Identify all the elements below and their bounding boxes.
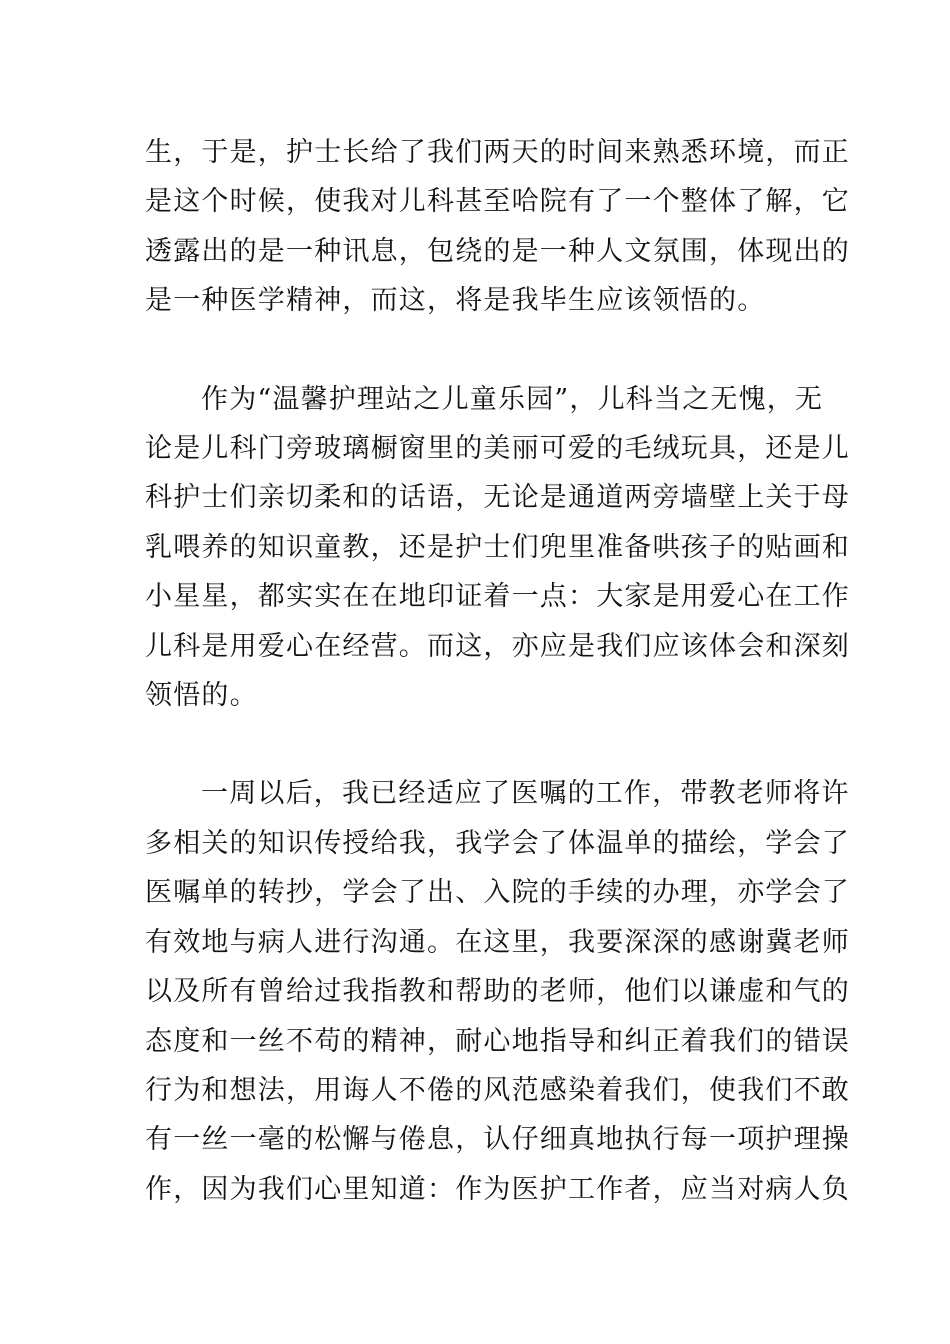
document-body bbox=[145, 128, 850, 1214]
paragraph-3 bbox=[145, 769, 850, 1214]
text-line: 作，因为我们心里知道：作为医护工作者，应当对病人负 bbox=[145, 1173, 850, 1205]
text-line: 态度和一丝不苟的精神，耐心地指导和纠正着我们的错误 bbox=[145, 1025, 850, 1057]
text-line: 一周以后，我已经适应了医嘱的工作，带教老师将许 bbox=[201, 778, 850, 810]
text-line: 领悟的。 bbox=[145, 680, 258, 712]
text-line: 儿科是用爱心在经营。而这，亦应是我们应该体会和深刻 bbox=[145, 630, 850, 662]
text-line: 以及所有曾给过我指教和帮助的老师，他们以谦虚和气的 bbox=[145, 976, 850, 1008]
text-line: 小星星，都实实在在地印证着一点：大家是用爱心在工作 bbox=[145, 581, 850, 613]
paragraph-spacer bbox=[145, 720, 807, 769]
text-line: 是一种医学精神，而这，将是我毕生应该领悟的。 bbox=[145, 285, 766, 317]
text-line: 论是儿科门旁玻璃橱窗里的美丽可爱的毛绒玩具，还是儿 bbox=[145, 433, 850, 465]
text-line: 医嘱单的转抄，学会了出、入院的手续的办理，亦学会了 bbox=[145, 877, 850, 909]
text-line: 有效地与病人进行沟通。在这里，我要深深的感谢冀老师 bbox=[145, 926, 850, 958]
text-line: 科护士们亲切柔和的话语，无论是通道两旁墙壁上关于母 bbox=[145, 482, 850, 514]
text-line: 乳喂养的知识童教，还是护士们兜里准备哄孩子的贴画和 bbox=[145, 531, 850, 563]
text-line: 有一丝一毫的松懈与倦息，认仔细真地执行每一项护理操 bbox=[145, 1124, 850, 1156]
paragraph-1 bbox=[145, 128, 850, 326]
paragraph-2 bbox=[145, 375, 850, 721]
text-line: 作为“温馨护理站之儿童乐园”，儿科当之无愧，无 bbox=[201, 383, 824, 415]
paragraph-spacer bbox=[145, 326, 807, 375]
text-line: 行为和想法，用诲人不倦的风范感染着我们，使我们不敢 bbox=[145, 1074, 850, 1106]
text-line: 多相关的知识传授给我，我学会了体温单的描绘，学会了 bbox=[145, 827, 850, 859]
text-line: 是这个时候，使我对儿科甚至哈院有了一个整体了解，它 bbox=[145, 186, 850, 218]
text-line: 透露出的是一种讯息，包绕的是一种人文氛围，体现出的 bbox=[145, 235, 850, 267]
text-line: 生，于是，护士长给了我们两天的时间来熟悉环境，而正 bbox=[145, 137, 850, 168]
